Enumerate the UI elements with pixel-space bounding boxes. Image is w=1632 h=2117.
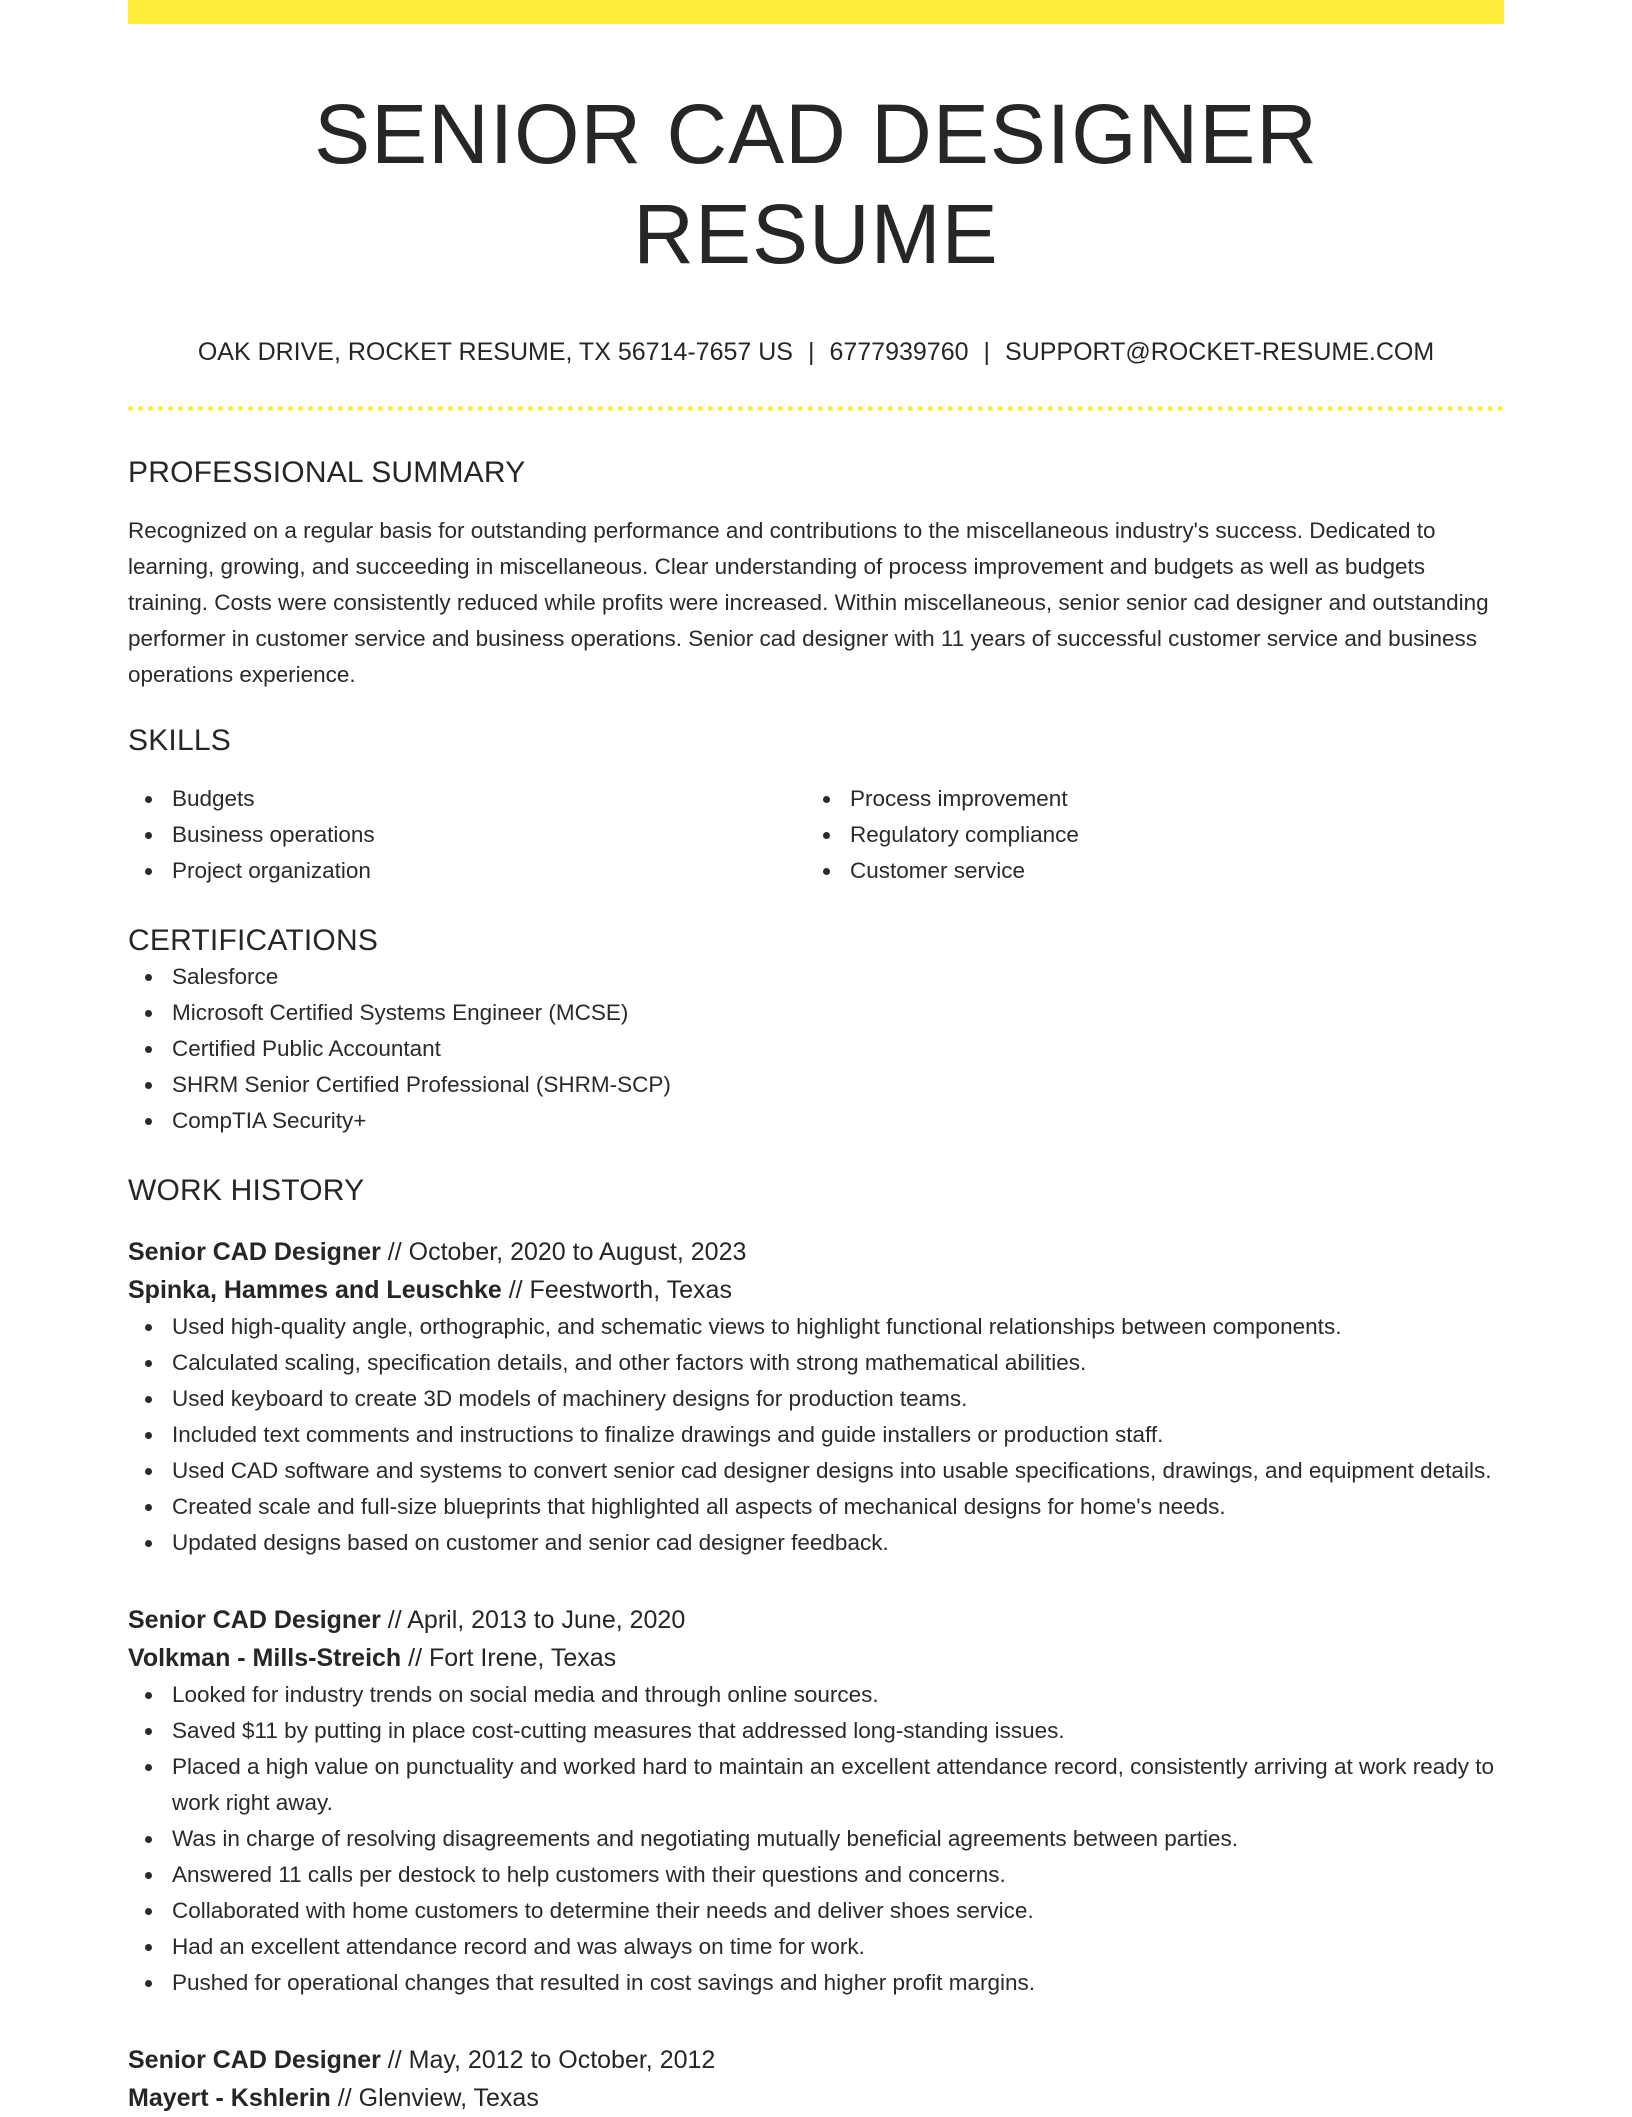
job-bullet: Calculated scaling, specification details, and other factors with strong mathematical abilities. <box>128 1345 1504 1381</box>
job-entry <box>128 1233 1504 1561</box>
job-location: // Feestworth, Texas <box>501 1276 732 1304</box>
skill-item: Project organization <box>128 853 806 889</box>
job-dates: // May, 2012 to October, 2012 <box>380 2046 716 2074</box>
job-company-line <box>128 1271 1504 1309</box>
certification-item: CompTIA Security+ <box>128 1103 1504 1139</box>
header-divider <box>128 406 1504 411</box>
skill-item: Business operations <box>128 817 806 853</box>
job-bullet: Used high-quality angle, orthographic, and schematic views to highlight functional relationships between components. <box>128 1309 1504 1345</box>
page-title: SENIOR CAD DESIGNER RESUME <box>314 87 1318 281</box>
job-bullet: Looked for industry trends on social media and through online sources. <box>128 1677 1504 1713</box>
skill-item: Regulatory compliance <box>806 817 1484 853</box>
skill-item: Process improvement <box>806 781 1484 817</box>
job-bullets <box>128 1677 1504 2001</box>
contact-address: OAK DRIVE, ROCKET RESUME, TX 56714-7657 US <box>197 338 793 366</box>
job-role-line <box>128 1601 1504 1639</box>
contact-separator: | <box>983 338 991 366</box>
skills-list-right <box>806 781 1484 889</box>
job-role: Senior CAD Designer <box>128 1238 381 1266</box>
summary-text: Recognized on a regular basis for outstanding performance and contributions to the miscellaneous industry's success. Dedicated to learning, growing, and succeeding in miscellaneous. Clear understanding of process improvement and budgets as well as budgets training. Costs were consistently reduced while profits were increased. Within miscellaneous, senior senior cad designer and outstanding performer in customer service and business operations. Senior cad designer with 11 years of successful customer service and business operations experience. <box>128 518 1489 687</box>
skill-item: Customer service <box>806 853 1484 889</box>
certification-item: Certified Public Accountant <box>128 1031 1504 1067</box>
job-dates: // October, 2020 to August, 2023 <box>380 1238 747 1266</box>
job-bullet: Answered 11 calls per destock to help customers with their questions and concerns. <box>128 1857 1504 1893</box>
job-bullet: Used keyboard to create 3D models of machinery designs for production teams. <box>128 1381 1504 1417</box>
resume-page <box>128 0 1504 2117</box>
job-location: // Glenview, Texas <box>330 2084 539 2112</box>
job-company-line <box>128 2079 1504 2117</box>
work-history-heading: WORK HISTORY <box>128 1174 365 1207</box>
job-bullet: Placed a high value on punctuality and worked hard to maintain an excellent attendance record, consistently arriving at work ready to work right away. <box>128 1749 1504 1821</box>
job-bullet: Had an excellent attendance record and was always on time for work. <box>128 1929 1504 1965</box>
summary-heading: PROFESSIONAL SUMMARY <box>128 456 526 489</box>
job-role-line <box>128 2041 1504 2079</box>
job-company: Volkman - Mills-Streich <box>128 1644 402 1672</box>
skills-heading: SKILLS <box>128 724 231 757</box>
job-role: Senior CAD Designer <box>128 2046 381 2074</box>
job-company: Mayert - Kshlerin <box>128 2084 331 2112</box>
job-location: // Fort Irene, Texas <box>401 1644 617 1672</box>
job-bullet: Used CAD software and systems to convert senior cad designer designs into usable specifications, drawings, and equipment details. <box>128 1453 1504 1489</box>
job-bullet: Updated designs based on customer and senior cad designer feedback. <box>128 1525 1504 1561</box>
job-entry <box>128 1601 1504 2001</box>
job-role: Senior CAD Designer <box>128 1606 381 1634</box>
skills-list-left <box>128 781 806 889</box>
job-bullets <box>128 1309 1504 1561</box>
certification-item: SHRM Senior Certified Professional (SHRM-SCP) <box>128 1067 1504 1103</box>
job-bullet: Was in charge of resolving disagreements and negotiating mutually beneficial agreements between parties. <box>128 1821 1504 1857</box>
job-entry <box>128 2041 1504 2117</box>
skills-grid <box>128 781 1504 889</box>
job-role-line <box>128 1233 1504 1271</box>
job-dates: // April, 2013 to June, 2020 <box>380 1606 686 1634</box>
contact-email: SUPPORT@ROCKET-RESUME.COM <box>1005 338 1435 366</box>
skill-item: Budgets <box>128 781 806 817</box>
job-bullet: Included text comments and instructions to finalize drawings and guide installers or production staff. <box>128 1417 1504 1453</box>
certifications-list <box>128 959 1504 1139</box>
job-bullet: Pushed for operational changes that resulted in cost savings and higher profit margins. <box>128 1965 1504 2001</box>
contact-separator: | <box>807 338 815 366</box>
job-company: Spinka, Hammes and Leuschke <box>128 1276 502 1304</box>
certifications-heading: CERTIFICATIONS <box>128 924 379 957</box>
contact-phone: 6777939760 <box>829 338 969 366</box>
job-bullet: Created scale and full-size blueprints that highlighted all aspects of mechanical designs for home's needs. <box>128 1489 1504 1525</box>
accent-top-bar <box>128 0 1504 24</box>
certification-item: Microsoft Certified Systems Engineer (MCSE) <box>128 995 1504 1031</box>
job-company-line <box>128 1639 1504 1677</box>
certification-item: Salesforce <box>128 959 1504 995</box>
job-bullet: Collaborated with home customers to determine their needs and deliver shoes service. <box>128 1893 1504 1929</box>
contact-line <box>128 336 1504 368</box>
job-bullet: Saved $11 by putting in place cost-cutting measures that addressed long-standing issues. <box>128 1713 1504 1749</box>
